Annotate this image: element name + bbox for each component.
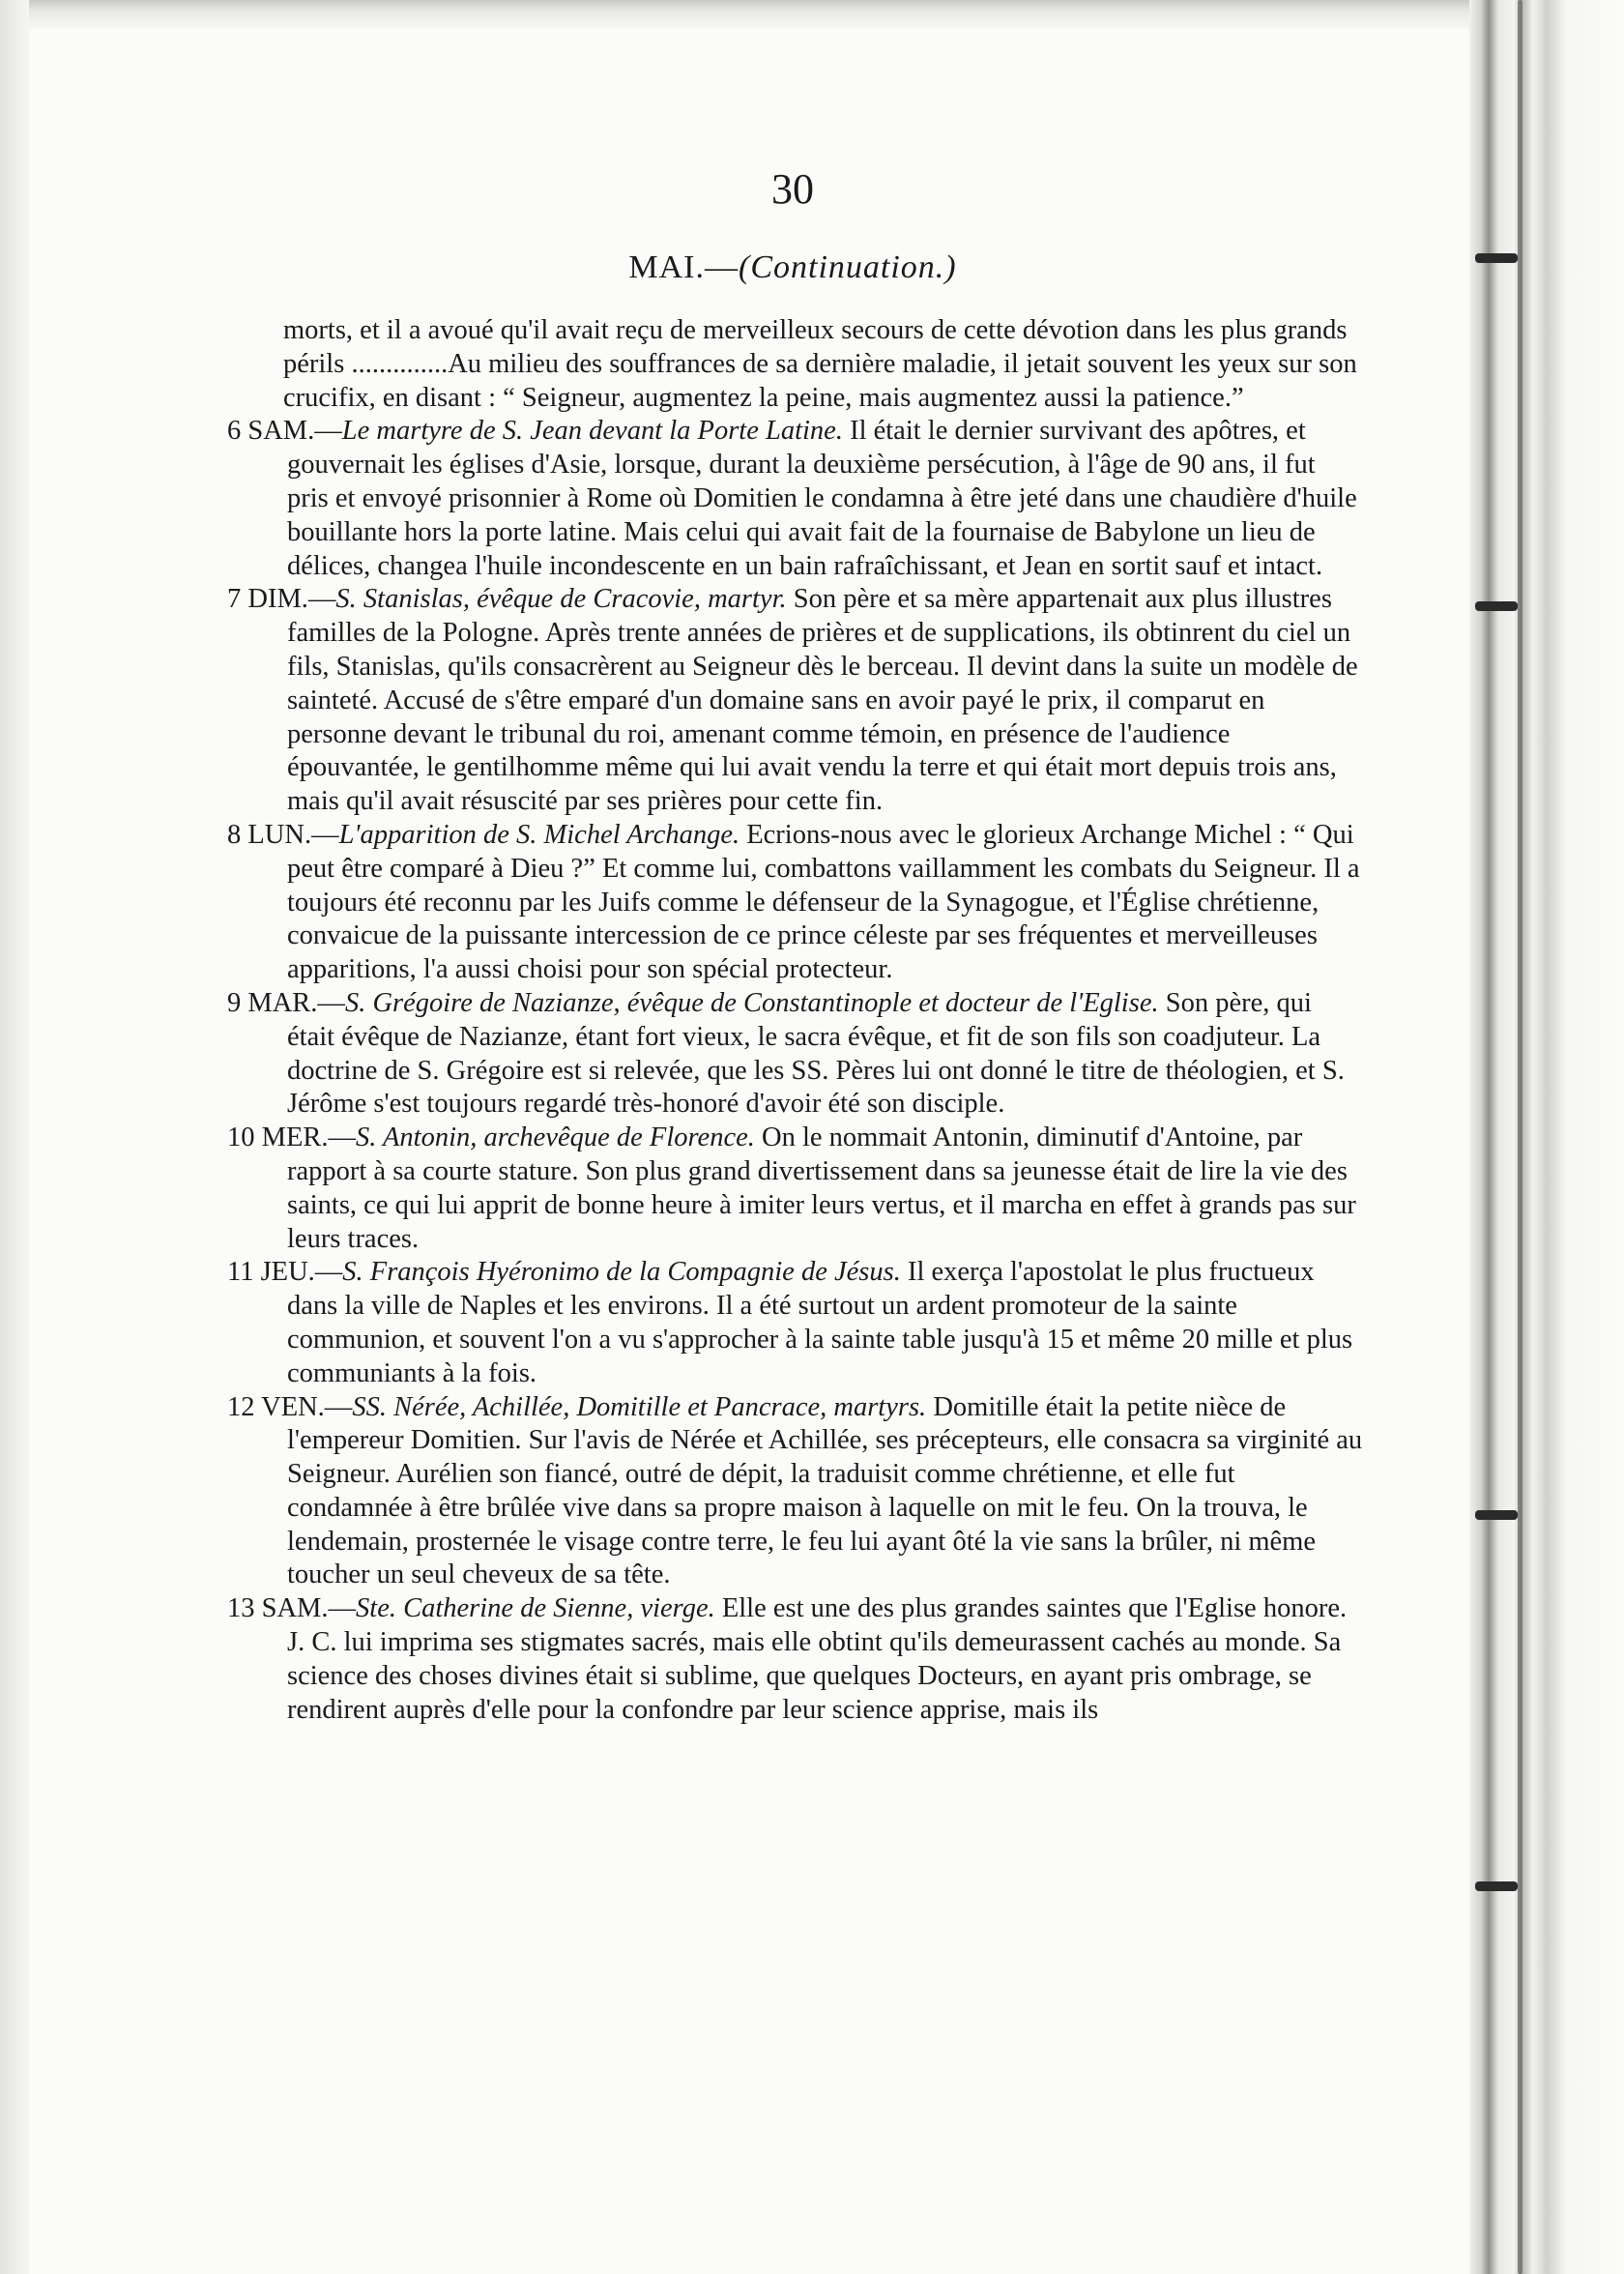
page-number: 30 xyxy=(771,165,814,213)
entry-day: 9 MAR.— xyxy=(227,987,345,1018)
calendar-entry xyxy=(227,1592,1363,1727)
entry-saint: S. Antonin, archevêque de Florence. xyxy=(356,1122,755,1153)
entry-text: On le nommait Antonin, diminutif d'Antoine, par rapport à sa courte stature. Son plus grand divertissement dans sa jeunesse était de lire la vie des saints, ce qui lui apprit de bonne heure à imiter leurs vertus, et il marcha en effet à grands pas sur leurs traces. xyxy=(287,1122,1356,1254)
month-heading xyxy=(0,249,1585,286)
calendar-entry xyxy=(227,415,1363,583)
page-top-edge xyxy=(0,0,1508,29)
entry-text: Domitille était la petite nièce de l'empereur Domitien. Sur l'avis de Nérée et Achillée, ses précepteurs, elle consacra sa virginité au Seigneur. Aurélien son fiancé, outré de dépit, la traduisit comme chrétienne, et elle fut condamnée à être brûlée vive dans sa propre maison à laquelle on mit le feu. On la trouva, le lendemain, prosternée le visage contre terre, le feu lui ayant ôté la vie sans la brûler, ni même toucher un seul cheveux de sa tête. xyxy=(287,1391,1363,1590)
entry-saint: SS. Nérée, Achillée, Domitille et Pancrace, martyrs. xyxy=(352,1391,927,1422)
entry-day: 13 SAM.— xyxy=(227,1593,357,1624)
calendar-entry xyxy=(227,1391,1363,1593)
entry-day: 10 MER.— xyxy=(227,1122,357,1153)
entry-day: 6 SAM.— xyxy=(227,416,342,447)
entry-day: 12 VEN.— xyxy=(227,1391,353,1422)
calendar-entry xyxy=(227,1122,1363,1256)
entry-saint: S. François Hyéronimo de la Compagnie de Jésus. xyxy=(342,1257,901,1288)
calendar-entry xyxy=(227,987,1363,1122)
binding-stitch xyxy=(1475,601,1518,611)
month-label: MAI.— xyxy=(628,249,739,285)
binding-stitch xyxy=(1475,1510,1518,1520)
entry-text: Ecrions-nous avec le glorieux Archange Michel : “ Qui peut être comparé à Dieu ?” Et comme lui, combattons vaillamment les combats du Seigneur. Il a toujours été reconnu par les Juifs comme le défenseur de la Synagogue, et l'Église chrétienne, convaicue de la puissante intercession de ce prince céleste par ses fréquentes et merveilleuses apparitions, l'a aussi choisi pour son spécial protecteur. xyxy=(287,819,1360,985)
entry-text: Il exerça l'apostolat le plus fructueux dans la ville de Naples et les environs. Il a été surtout un ardent promoteur de la sainte communion, et souvent l'on a vu s'approcher à la sainte table jusqu'à 15 et même 20 mille et plus communiants à la fois. xyxy=(287,1257,1353,1388)
entry-saint: L'apparition de S. Michel Archange. xyxy=(338,819,740,850)
entry-text: Son père, qui était évêque de Nazianze, étant fort vieux, le sacra évêque, et fit de son fils son coadjuteur. La doctrine de S. Grégoire est si relevée, que les SS. Pères lui ont donné le titre de théologien, et S. Jérôme s'est toujours regardé très-honoré d'avoir été son disciple. xyxy=(287,987,1345,1120)
book-binding xyxy=(1469,0,1624,2274)
binding-stitch xyxy=(1475,1881,1518,1891)
calendar-entry xyxy=(227,819,1363,987)
entry-saint: Le martyre de S. Jean devant la Porte Latine. xyxy=(341,416,843,447)
entry-day: 8 LUN.— xyxy=(227,819,339,850)
entry-day: 11 JEU.— xyxy=(227,1257,343,1288)
entry-saint: S. Grégoire de Nazianze, évêque de Constantinople et docteur de l'Eglise. xyxy=(344,987,1159,1018)
binding-thread xyxy=(1518,0,1522,2274)
entry-day: 7 DIM.— xyxy=(227,584,336,615)
calendar-text xyxy=(227,314,1363,1727)
entry-saint: S. Stanislas, évêque de Cracovie, martyr. xyxy=(335,584,787,615)
calendar-entry xyxy=(227,1256,1363,1390)
intro-paragraph: morts, et il a avoué qu'il avait reçu de merveilleux secours de cette dévotion dans les plus grands périls ..............Au milieu des souffrances de sa dernière maladie, il jetait souvent les yeux sur son crucifix, en disant : “ Seigneur, augmentez la peine, mais augmentez aussi la patience.” xyxy=(283,315,1357,413)
continuation-label: (Continuation.) xyxy=(739,249,957,285)
entry-text: Son père et sa mère appartenait aux plus illustres familles de la Pologne. Après trente années de prières et de supplications, ils obtinrent du ciel un fils, Stanislas, qu'ils consacrèrent au Seigneur dès le berceau. Il devint dans la suite un modèle de sainteté. Accusé de s'être emparé d'un domaine sans en avoir payé le prix, il comparut en personne devant le tribunal du roi, amenant comme témoin, en présence de l'audience épouvantée, le gentilhomme même qui lui avait vendu la terre et qui était mort depuis trois ans, mais qu'il avait résuscité par ses prières pour cette fin. xyxy=(287,584,1358,817)
entry-saint: Ste. Catherine de Sienne, vierge. xyxy=(356,1593,715,1624)
calendar-entry xyxy=(227,583,1363,819)
entry-text: Elle est une des plus grandes saintes que l'Eglise honore. J. C. lui imprima ses stigmates sacrés, mais elle obtint qu'ils demeurassent cachés au monde. Sa science des choses divines était si sublime, que quelques Docteurs, en ayant pris ombrage, se rendirent auprès d'elle pour la confondre par leur science apprise, mais ils xyxy=(287,1593,1348,1725)
entry-text: Il était le dernier survivant des apôtres, et gouvernait les églises d'Asie, lorsque, durant la deuxième persécution, à l'âge de 90 ans, il fut pris et envoyé prisonnier à Rome où Domitien le condamna à être jeté dans une chaudière d'huile bouillante hors la porte latine. Mais celui qui avait fait de la fournaise de Babylone un lieu de délices, changea l'huile incondescente en un bain rafraîchissant, et Jean en sortit sauf et intact. xyxy=(287,416,1357,581)
page-left-edge xyxy=(0,0,29,2274)
